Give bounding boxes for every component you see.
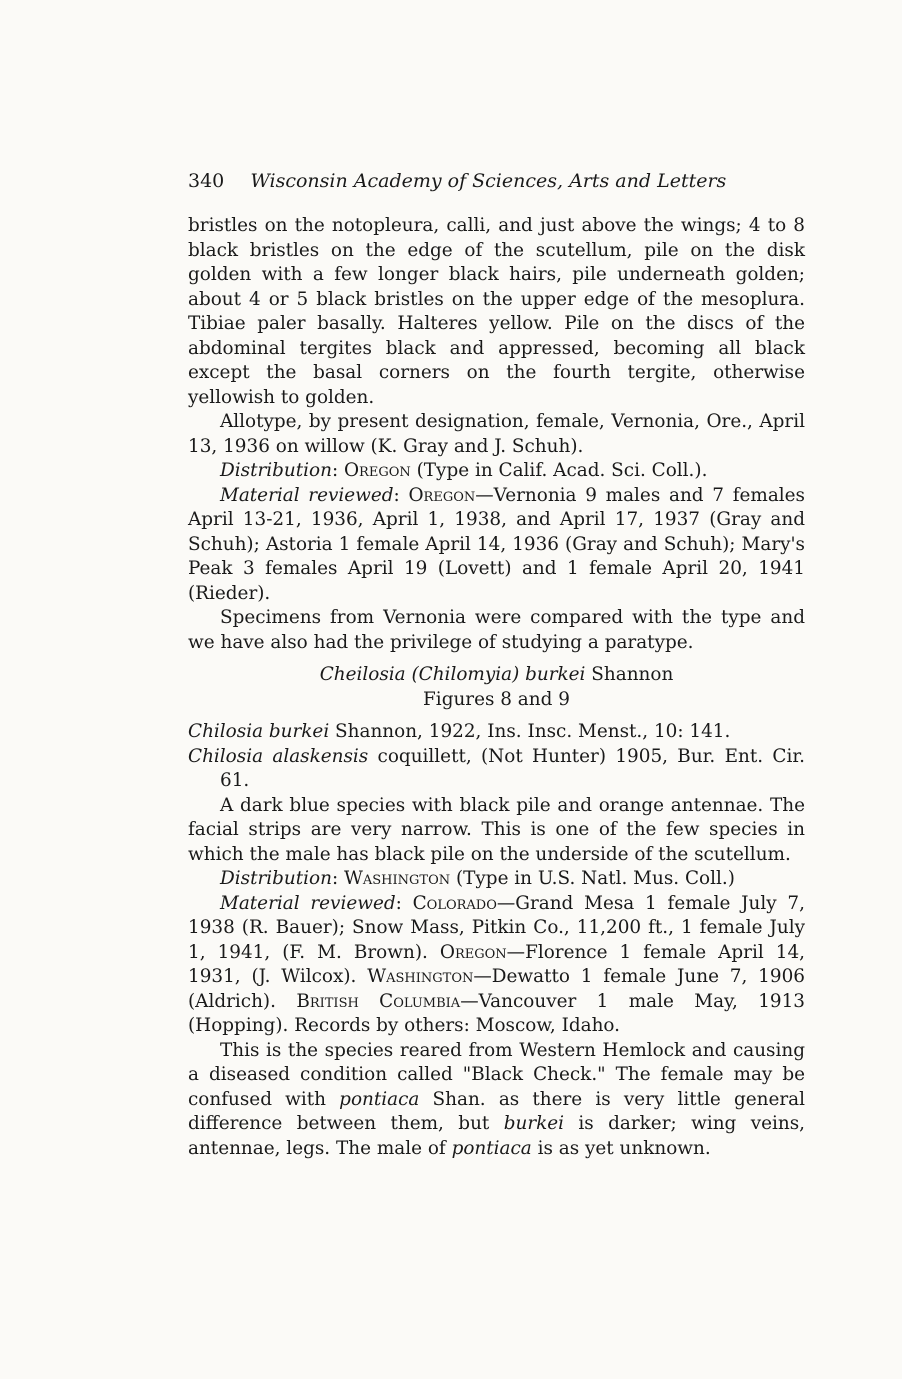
synonym-name: Chilosia alaskensis [188, 745, 369, 767]
distribution-label: Distribution [220, 868, 332, 889]
species-author: Shannon [591, 664, 674, 685]
species-ref: pontiaca [339, 1088, 420, 1110]
paragraph-specimens: Specimens from Vernonia were compared with the type and we have also had the privilege of studying a paratype. [188, 607, 805, 653]
state-name: Oregon [408, 484, 476, 506]
synonym-name: Chilosia burkei [188, 721, 330, 742]
running-header [188, 170, 726, 192]
state-name: Oregon [343, 460, 411, 481]
material-label: Material reviewed [220, 484, 394, 506]
species-heading [188, 663, 805, 688]
epithet: burkei [525, 664, 586, 685]
paragraph-distribution: Distribution: Washington (Type in U.S. Natl. Mus. Coll.) [220, 868, 735, 889]
running-title: Wisconsin Academy of Sciences, Arts and Letters [250, 170, 727, 192]
paragraph-material-reviewed: Material reviewed: Oregon—Vernonia 9 males and 7 females April 13-21, 1936, April 1, 1938, and April 17, 1937 (Gray and Schuh); Astoria 1 female April 14, 1936 (Gray and Schuh); Mary's Peak 3 females April 19 (Lovett) and 1 female April 20, 1941 (Rieder). [188, 484, 805, 604]
synonym-entry: Chilosia burkei Shannon, 1922, Ins. Insc. Menst., 10: 141. [188, 721, 731, 742]
subgenus: (Chilomyia) [411, 664, 520, 685]
body-text [188, 214, 805, 1161]
state-name: Washington [343, 868, 451, 889]
distribution-label: Distribution [220, 460, 332, 481]
state-name: Washington [367, 966, 474, 987]
paragraph-description-continued: bristles on the notopleura, calli, and just above the wings; 4 to 8 black bristles on the edge of the scutellum, pile on the disk golden with a few longer black hairs, pile underneath golden; about 4 or 5 black bristles on the upper edge of the mesoplura. Tibiae paler basally. Halteres yellow. Pile on the discs of the abdominal tergites black and appressed, becoming all black except the basal corners on the fourth tergite, otherwise yellowish to golden. [188, 215, 805, 408]
paragraph-material-reviewed: Material reviewed: Colorado—Grand Mesa 1 female July 7, 1938 (R. Bauer); Snow Mass, Pitkin Co., 11,200 ft., 1 female July 1, 1941, (F. M. Brown). Oregon—Florence 1 female April 14, 1931, (J. Wilcox). Washington—Dewatto 1 female June 7, 1906 (Aldrich). British Columbia—Vancouver 1 male May, 1913 (Hopping). Records by others: Moscow, Idaho. [188, 892, 806, 1036]
paragraph-hemlock: This is the species reared from Western Hemlock and causing a diseased condition called "Black Check." The female may be confused with pontiaca Shan. as there is very little general difference between them, but burkei is darker; wing veins, antennae, legs. The male of pontiaca is as yet unknown. [188, 1039, 805, 1159]
species-ref: burkei [503, 1113, 565, 1134]
synonym-entry: Chilosia alaskensis coquillett, (Not Hunter) 1905, Bur. Ent. Cir. 61. [188, 745, 805, 791]
state-name: Oregon [439, 941, 507, 963]
species-ref: pontiaca [451, 1137, 532, 1159]
state-name: Colorado [412, 892, 497, 914]
page-number: 340 [188, 170, 225, 192]
paragraph-distribution: Distribution: Oregon (Type in Calif. Acad. Sci. Coll.). [220, 460, 708, 481]
paragraph-allotype: Allotype, by present designation, female, Vernonia, Ore., April 13, 1936 on willow (K. Gray and J. Schuh). [188, 411, 805, 457]
material-label: Material reviewed [220, 892, 396, 914]
state-name: British Columbia [296, 990, 461, 1012]
genus: Cheilosia [319, 664, 406, 685]
figures-reference: Figures 8 and 9 [423, 688, 570, 710]
paragraph-species-description: A dark blue species with black pile and orange antennae. The facial strips are very narrow. This is one of the few species in which the male has black pile on the underside of the scutellum. [188, 794, 805, 865]
